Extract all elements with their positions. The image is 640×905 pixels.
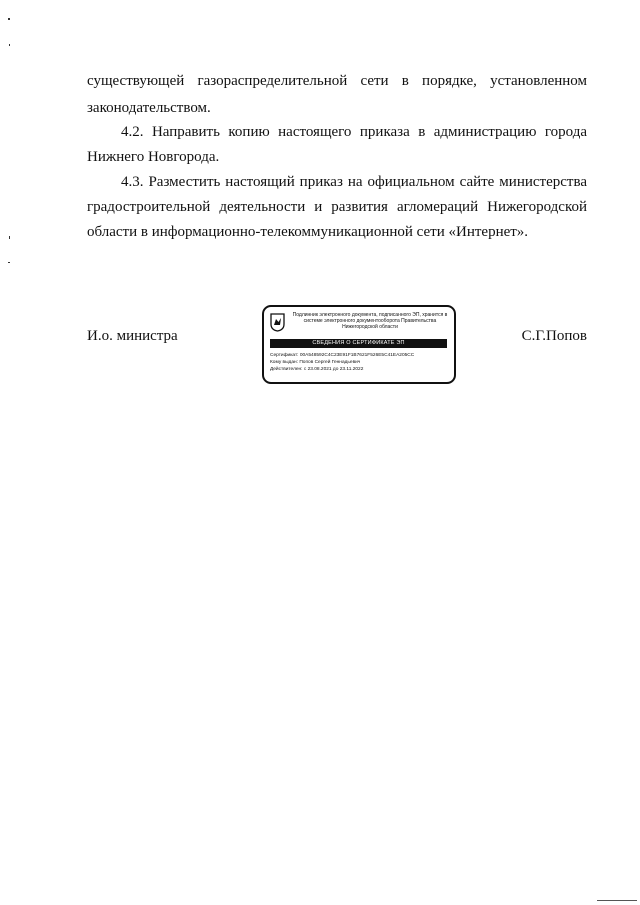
scan-speck bbox=[9, 236, 10, 239]
scan-speck bbox=[8, 262, 10, 263]
certificate-number: Сертификат: 00A548592C4C23E91F1B7621F526E5C41EA205CC bbox=[270, 353, 415, 358]
signatory-name: С.Г.Попов bbox=[521, 328, 587, 344]
paragraph-4-3-line: области в информационно-телекоммуникационной сети «Интернет». bbox=[87, 224, 529, 240]
scan-speck bbox=[9, 44, 10, 46]
stamp-header: Подлинник электронного документа, подписанного ЭП, хранится в системе электронного документооборота Правительства Нижегородской области bbox=[292, 312, 448, 330]
coat-of-arms-icon bbox=[270, 313, 285, 332]
paragraph-4-2-line: 4.2. Направить копию настоящего приказа в администрацию города bbox=[121, 124, 587, 140]
paragraph-line: законодательством. bbox=[87, 100, 211, 116]
paragraph-line: существующей газораспределительной сети в порядке, установленном bbox=[87, 73, 587, 89]
paragraph-4-3-line: градостроительной деятельности и развития агломераций Нижегородской bbox=[87, 199, 587, 215]
stamp-title: СВЕДЕНИЯ О СЕРТИФИКАТЕ ЭП bbox=[270, 339, 447, 348]
paragraph-4-3-line: 4.3. Разместить настоящий приказ на официальном сайте министерства bbox=[121, 174, 587, 190]
certificate-validity: Действителен: с 23.08.2021 до 23.11.2022 bbox=[270, 367, 364, 372]
paragraph-4-2-line: Нижнего Новгорода. bbox=[87, 149, 220, 165]
scan-speck bbox=[8, 18, 10, 20]
stamp-details bbox=[270, 352, 452, 373]
scan-edge-line bbox=[597, 900, 637, 901]
signatory-position: И.о. министра bbox=[87, 328, 178, 344]
electronic-signature-stamp bbox=[262, 305, 456, 384]
certificate-owner: Кому выдан: Попов Сергей Геннадьевич bbox=[270, 360, 361, 365]
